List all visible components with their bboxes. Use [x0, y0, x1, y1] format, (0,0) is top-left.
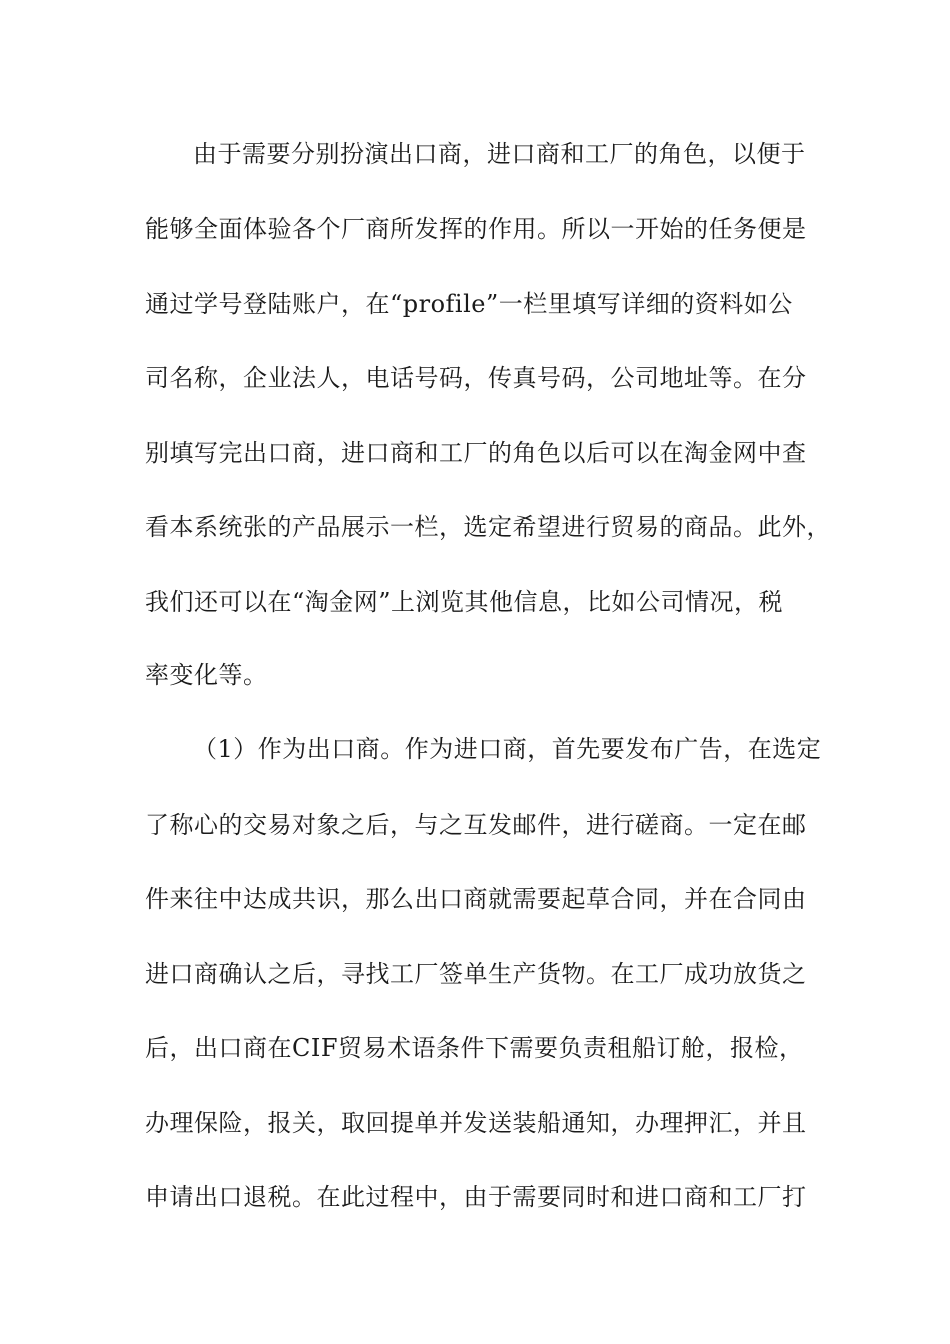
- text-line: 件来往中达成共识，那么出口商就需要起草合同，并在合同由: [145, 885, 807, 913]
- text-line: 别填写完出口商，进口商和工厂的角色以后可以在淘金网中查: [145, 439, 807, 467]
- text-line: 办理保险，报关，取回提单并发送装船通知，办理押汇，并且: [145, 1109, 807, 1137]
- text-line: （1）作为出口商。作为进口商，首先要发布广告，在选定: [193, 735, 822, 763]
- text-line: 我们还可以在“淘金网”上浏览其他信息，比如公司情况，税: [145, 588, 784, 616]
- text-line: 率变化等。: [145, 661, 268, 689]
- text-line: 进口商确认之后，寻找工厂签单生产货物。在工厂成功放货之: [145, 960, 807, 988]
- text-line: 后，出口商在CIF贸易术语条件下需要负责租船订舱，报检，: [145, 1034, 804, 1062]
- text-line: 司名称，企业法人，电话号码，传真号码，公司地址等。在分: [145, 364, 807, 392]
- text-line: 看本系统张的产品展示一栏，选定希望进行贸易的商品。此外，: [145, 513, 831, 541]
- text-line: 通过学号登陆账户，在“profile”一栏里填写详细的资料如公: [145, 290, 793, 318]
- text-line: 了称心的交易对象之后，与之互发邮件，进行磋商。一定在邮: [145, 811, 807, 839]
- text-line: 能够全面体验各个厂商所发挥的作用。所以一开始的任务便是: [145, 215, 807, 243]
- text-line: 由于需要分别扮演出口商，进口商和工厂的角色，以便于: [193, 140, 806, 168]
- text-line: 申请出口退税。在此过程中，由于需要同时和进口商和工厂打: [145, 1183, 807, 1211]
